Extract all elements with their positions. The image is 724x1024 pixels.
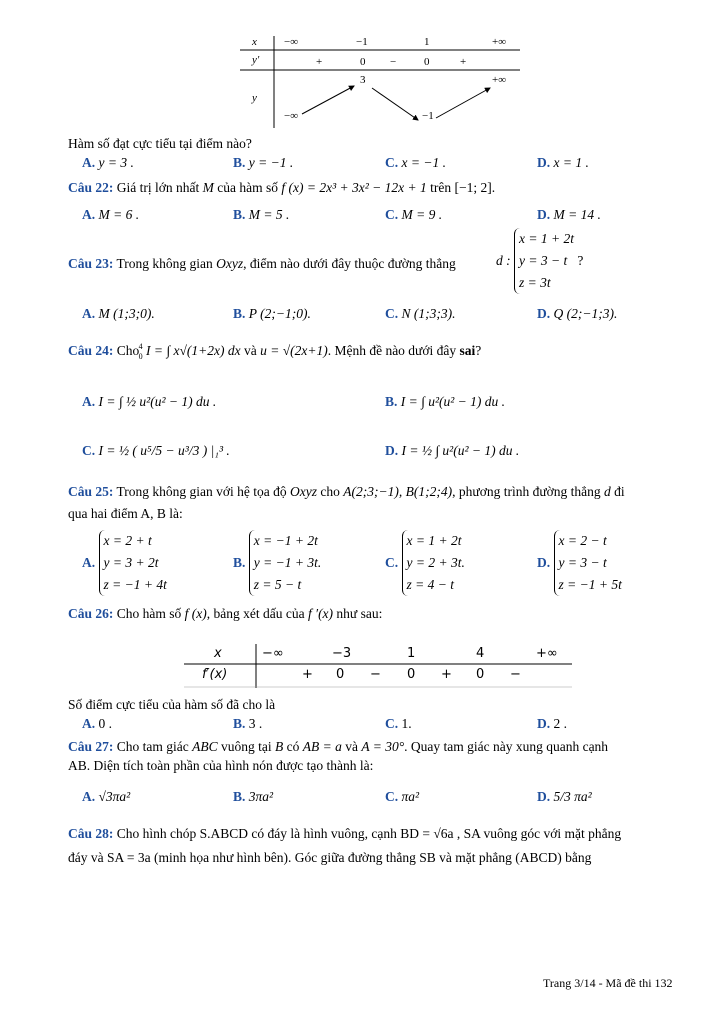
table-y-label: y [252, 92, 257, 104]
q25-text: , phương trình đường thẳng [452, 484, 601, 499]
answer-b: P (2;−1;0). [248, 306, 311, 321]
q22-text: trên [430, 180, 452, 195]
eq: x = −1 + 2t [253, 533, 318, 548]
q25-text: đi [614, 484, 625, 499]
table-yp-label: y' [252, 54, 260, 66]
q22-m: M [202, 180, 214, 195]
option-label: D. [385, 443, 399, 458]
q23-stem [68, 256, 456, 272]
sign-table-x: 1 [407, 646, 416, 661]
q25-option-b [233, 530, 321, 596]
q24-options-cd [82, 443, 682, 467]
q23-eq: x = 1 + 2t [519, 231, 574, 246]
q24-options-ab [82, 394, 682, 418]
sign-table-x: −∞ [262, 646, 284, 661]
q21-options [82, 155, 682, 175]
q24-integral: I = ∫ x√(1+2x) dx [146, 343, 241, 359]
q27-ab: AB = a [302, 739, 342, 754]
option-label: C. [385, 306, 399, 321]
q28-line1 [68, 826, 621, 842]
q24-integral-limits [139, 342, 143, 362]
answer-a: √3πa² [98, 789, 131, 804]
answer-a: I = ∫ ½ u²(u² − 1) du . [98, 394, 217, 409]
option-label: B. [233, 555, 246, 570]
sign-table-f: 0 [336, 667, 345, 682]
option-label: D. [537, 716, 551, 731]
table-sign: − [390, 56, 397, 68]
answer-b: 3πa² [248, 789, 274, 804]
arrow-down [372, 88, 418, 120]
sign-table [184, 644, 572, 688]
table-y-top-left: 3 [360, 74, 366, 86]
q23-text: Trong không gian [116, 256, 213, 271]
answer-d: M = 14 . [553, 207, 601, 222]
eq: x = 1 + 2t [406, 533, 462, 548]
variation-table-lines [240, 36, 520, 128]
eq: y = 3 − t [558, 555, 607, 570]
option-label: B. [233, 716, 246, 731]
q27-text: và [345, 739, 358, 754]
q27-line2: AB. Diện tích toàn phần của hình nón được tạo thành là: [68, 758, 374, 773]
sign-table-f: 0 [476, 667, 485, 682]
q24-sai: sai [459, 343, 476, 359]
q26-options [82, 716, 682, 736]
sign-table-f: + [302, 667, 313, 682]
q26-fpx: f ′(x) [307, 606, 334, 621]
q23-eq: z = 3t [519, 275, 551, 290]
q23-space: Oxyz [216, 256, 244, 271]
lower-limit: 0 [138, 352, 143, 361]
q25-label: Câu 25: [68, 484, 114, 499]
q27-label: Câu 27: [68, 739, 114, 754]
q25-option-c [385, 530, 465, 596]
option-label: B. [233, 155, 246, 170]
q24-stem [68, 342, 481, 362]
option-label: D. [537, 306, 551, 321]
q27-text: Cho tam giác [116, 739, 189, 754]
option-label: D. [537, 789, 551, 804]
q27-b: B [275, 739, 284, 754]
system [249, 530, 321, 596]
table-x-val: +∞ [492, 36, 507, 48]
q22-func: f (x) = 2x³ + 3x² − 12x + 1 [281, 180, 427, 195]
q28-text: Cho hình chóp S.ABCD có đáy là hình vuông, cạnh BD = √6a , SA vuông góc với mặt phẳng [116, 826, 622, 841]
table-sign: 0 [360, 56, 366, 68]
q26-fx: f (x) [184, 606, 207, 621]
option-label: A. [82, 155, 96, 170]
q24-label: Câu 24: [68, 343, 114, 359]
q23-d: d : [496, 253, 511, 268]
table-sign: + [316, 56, 323, 68]
q24-text: . Mệnh đề nào dưới đây [327, 343, 457, 359]
q24-text: và [243, 343, 257, 359]
answer-c: I = ½ ( u⁵/5 − u³/3 ) |₁³ . [98, 443, 230, 458]
q25-option-d [537, 530, 622, 596]
q22-text: của hàm số [217, 180, 278, 195]
sign-table-f: + [441, 667, 452, 682]
q23-label: Câu 23: [68, 256, 114, 271]
answer-a: M = 6 . [98, 207, 140, 222]
eq: z = −1 + 4t [103, 577, 167, 592]
system [99, 530, 167, 596]
page-footer: Trang 3/14 - Mã đề thi 132 [543, 976, 673, 990]
system [402, 530, 465, 596]
q27-options [82, 789, 682, 813]
q28-label: Câu 28: [68, 826, 114, 841]
answer-c: πa² [401, 789, 420, 804]
q24-u: u = √(2x+1) [260, 343, 328, 359]
q26-text: Cho hàm số [116, 606, 182, 621]
q21-stem: Hàm số đạt cực tiểu tại điểm nào? [68, 136, 252, 151]
option-label: B. [233, 789, 246, 804]
q26-label: Câu 26: [68, 606, 114, 621]
q26-stem2: Số điểm cực tiểu của hàm số đã cho là [68, 697, 276, 712]
option-label: A. [82, 555, 96, 570]
q27-abc: ABC [192, 739, 218, 754]
option-label: B. [233, 306, 246, 321]
q27-stem [68, 739, 608, 755]
q22-text: Giá trị lớn nhất [116, 180, 200, 195]
eq: y = 3 + 2t [103, 555, 159, 570]
q23-line-system [496, 228, 583, 294]
sign-table-x: 4 [476, 646, 485, 661]
option-label: C. [385, 789, 399, 804]
table-sign: 0 [424, 56, 430, 68]
answer-a: 0 . [98, 716, 112, 731]
table-y-top-right: +∞ [492, 74, 507, 86]
option-label: D. [537, 207, 551, 222]
q23-eq: y = 3 − t [519, 253, 568, 268]
answer-c: 1. [401, 716, 412, 731]
q27-text: vuông tại [221, 739, 272, 754]
answer-b: M = 5 . [248, 207, 290, 222]
option-label: C. [385, 155, 399, 170]
option-label: D. [537, 155, 551, 170]
answer-d: x = 1 . [553, 155, 589, 170]
q27-text: có [286, 739, 300, 754]
table-x-label: x [252, 36, 257, 48]
option-label: A. [82, 207, 96, 222]
system [554, 530, 622, 596]
eq: z = 5 − t [253, 577, 302, 592]
q26-text: như sau: [336, 606, 383, 621]
q25-text: Trong không gian với hệ tọa độ [116, 484, 287, 499]
q23-qm: ? [577, 253, 584, 268]
q25-d: d [604, 484, 611, 499]
answer-b: y = −1 . [248, 155, 294, 170]
table-y-bot-left: −∞ [284, 110, 299, 122]
sign-table-x: −3 [332, 646, 352, 661]
q23-options [82, 306, 682, 326]
q27-text: . Quay tam giác này xung quanh cạnh [404, 739, 609, 754]
sign-table-x: x [214, 646, 222, 661]
answer-b: I = ∫ u²(u² − 1) du . [400, 394, 506, 409]
answer-a: M (1;3;0). [98, 306, 155, 321]
q25-points: A(2;3;−1), B(1;2;4) [343, 484, 453, 499]
answer-d: I = ½ ∫ u²(u² − 1) du . [401, 443, 520, 458]
q22-options [82, 207, 682, 227]
sign-table-f: − [510, 667, 521, 682]
table-x-val: −∞ [284, 36, 299, 48]
answer-b: 3 . [248, 716, 263, 731]
answer-c: N (1;3;3). [401, 306, 456, 321]
option-label: A. [82, 716, 96, 731]
table-x-val: 1 [424, 36, 430, 48]
table-x-val: −1 [356, 36, 368, 48]
option-label: B. [233, 207, 246, 222]
q24-text: ? [475, 343, 482, 359]
eq: z = −1 + 5t [558, 577, 622, 592]
sign-table-f: 0 [407, 667, 416, 682]
table-y-bot-mid: −1 [422, 110, 434, 122]
q28-line2: đáy và SA = 3a (minh họa như hình bên). Góc giữa đường thẳng SB và mặt phẳng (ABCD) bằng [68, 850, 592, 865]
option-label: A. [82, 306, 96, 321]
q22-stem [68, 180, 495, 196]
q26-stem [68, 606, 382, 622]
option-label: C. [385, 555, 399, 570]
option-label: D. [537, 555, 551, 570]
answer-d: Q (2;−1;3). [553, 306, 618, 321]
option-label: B. [385, 394, 398, 409]
arrow-up-1 [302, 86, 354, 114]
eq: y = 2 + 3t. [406, 555, 465, 570]
answer-c: M = 9 . [401, 207, 443, 222]
q25-text: cho [320, 484, 340, 499]
upper-limit: 4 [138, 342, 143, 351]
option-label: A. [82, 789, 96, 804]
q23-text: , điểm nào dưới đây thuộc đường thẳng [243, 256, 456, 271]
answer-d: 2 . [553, 716, 567, 731]
eq: x = 2 − t [558, 533, 607, 548]
answer-c: x = −1 . [401, 155, 446, 170]
option-label: C. [385, 207, 399, 222]
q26-text: , bảng xét dấu của [206, 606, 305, 621]
q27-angle: A = 30° [361, 739, 405, 754]
sign-table-f: − [370, 667, 381, 682]
q22-interval: [−1; 2]. [454, 180, 496, 195]
sign-table-x: +∞ [536, 646, 558, 661]
q25-line2: qua hai điểm A, B là: [68, 506, 183, 521]
option-label: C. [385, 716, 399, 731]
answer-d: 5/3 πa² [553, 789, 592, 804]
q24-text: Cho [116, 343, 140, 359]
variation-table [240, 36, 520, 128]
table-sign: + [460, 56, 467, 68]
q25-stem [68, 484, 625, 500]
arrow-up-2 [436, 88, 490, 118]
answer-a: y = 3 . [98, 155, 134, 170]
eq: x = 2 + t [103, 533, 152, 548]
eq: z = 4 − t [406, 577, 454, 592]
option-label: C. [82, 443, 96, 458]
q23-system [514, 228, 574, 294]
eq: y = −1 + 3t. [253, 555, 322, 570]
sign-table-f-label: f′(x) [202, 667, 228, 682]
q25-space: Oxyz [290, 484, 318, 499]
option-label: A. [82, 394, 96, 409]
q22-label: Câu 22: [68, 180, 114, 195]
q25-option-a [82, 530, 167, 596]
